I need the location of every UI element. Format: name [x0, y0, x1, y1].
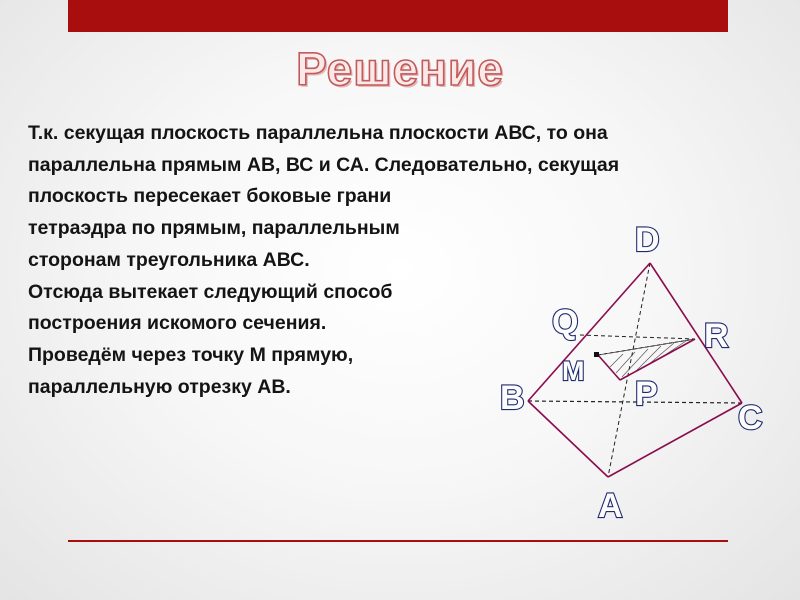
text-line: Т.к. секущая плоскость параллельна плоскости АВС, то она [28, 122, 608, 144]
text-line: параллельна прямым АВ, ВС и СА. Следовательно, секущая [28, 153, 620, 176]
text-line: построения искомого сечения. [28, 312, 327, 335]
section-hatch [598, 339, 695, 380]
label-r: R [704, 317, 729, 355]
label-b: B [500, 379, 525, 417]
label-c: C [738, 399, 763, 437]
point-m-marker [594, 352, 599, 357]
tetrahedron-figure [490, 215, 780, 525]
bottom-accent-line [68, 540, 728, 542]
text-line: тетраэдра по прямым, параллельным [28, 217, 400, 240]
slide-title: Решение [296, 43, 504, 95]
label-p: P [635, 375, 658, 413]
text-line: Отсюда вытекает следующий способ [28, 280, 393, 303]
label-a: A [598, 487, 623, 525]
edge-da-hidden [608, 263, 650, 477]
text-line: Проведём через точку М прямую, [28, 343, 354, 366]
text-line: параллельную отрезку АВ. [28, 375, 291, 398]
top-accent-bar [68, 0, 728, 32]
label-m: M [562, 356, 585, 386]
text-line: плоскость пересекает боковые грани [28, 185, 392, 208]
visible-edges [528, 263, 742, 477]
edge-section-qr [580, 335, 695, 339]
label-q: Q [552, 303, 579, 341]
text-line: сторонам треугольника АВС. [28, 248, 310, 271]
label-d: D [635, 221, 660, 259]
